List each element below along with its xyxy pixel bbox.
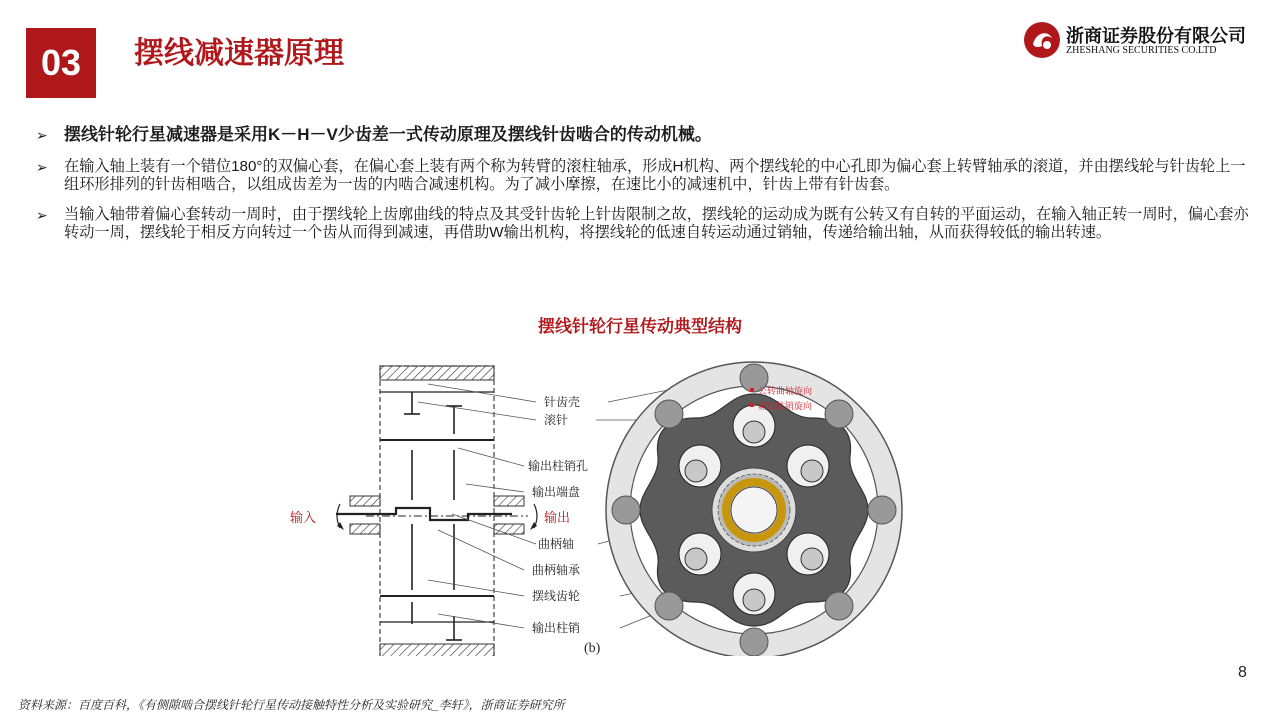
logo-chinese-name: 浙商证券股份有限公司 xyxy=(1066,26,1246,47)
figure-title: 摆线针轮行星传动典型结构 xyxy=(538,317,742,336)
cycloid-reducer-diagram xyxy=(278,344,938,656)
page-title: 摆线减速器原理 xyxy=(134,36,344,71)
bullet-item xyxy=(36,158,1252,194)
bullet-text: 在输入轴上装有一个错位180°的双偏心套，在偏心套上装有两个称为转臂的滚柱轴承，形成H机构、两个摆线轮的中心孔即为偏心套上转臂轴承的滚道，并由摆线轮与针齿轮上一组环形排列的针齿相啮合，以组成齿差为一齿的内啮合减速机构。为了减小摩擦，在速比小的减速机中，针齿上带有针齿套。 xyxy=(64,158,1246,193)
legend-item: 公转曲轴旋向 xyxy=(758,387,813,397)
part-label-cycloid-gear: 摆线齿轮 xyxy=(532,589,581,603)
source-note: 资料来源：百度百科，《有侧隙啮合摆线针轮行星传动接触特性分析及实验研究_李轩》，浙商证券研究所 xyxy=(18,698,565,712)
legend-item: 输出柱销旋向 xyxy=(758,402,813,412)
part-label-pin-housing: 针齿壳 xyxy=(544,395,581,409)
bullet-text: 摆线针轮行星减速器是采用K－H－V少齿差一式传动原理及摆线针齿啮合的传动机械。 xyxy=(64,125,712,144)
arrow-bullet-icon: ➢ xyxy=(36,207,48,223)
part-label-output-pin: 输出柱销 xyxy=(532,621,581,635)
bullet-list xyxy=(36,126,1252,254)
arrow-bullet-icon: ➢ xyxy=(36,159,48,175)
output-label: 输出 xyxy=(544,511,571,526)
arrow-bullet-icon: ➢ xyxy=(36,127,48,143)
figure-caption: (b) xyxy=(584,641,601,656)
structure-diagram-svg xyxy=(278,344,938,656)
part-label-needle-roller: 滚针 xyxy=(544,413,569,427)
logo-mark-icon xyxy=(1022,20,1062,60)
part-label-output-disc: 输出端盘 xyxy=(532,485,581,499)
logo-english-name: ZHESHANG SECURITIES CO.LTD xyxy=(1066,45,1217,56)
cross-section-view xyxy=(290,366,570,656)
section-number-badge: 03 xyxy=(26,28,96,98)
part-label-crank-bearing: 曲柄轴承 xyxy=(532,563,581,577)
bullet-item xyxy=(36,126,1252,144)
part-label-output-pin-hole: 输出柱销孔 xyxy=(528,459,589,473)
bullet-text: 当输入轴带着偏心套转动一周时，由于摆线轮上齿廓曲线的特点及其受针齿轮上针齿限制之故，摆线轮的运动成为既有公转又有自转的平面运动，在输入轴正转一周时，偏心套亦转动一周，摆线轮于相反方向转过一个齿从而得到减速，再借助W输出机构，将摆线轮的低速自转运动通过销轴，传递给输出轴，从而获得较低的输出转速。 xyxy=(64,206,1249,241)
input-label: 输入 xyxy=(290,511,317,526)
company-logo xyxy=(1022,20,1252,64)
page-number: 8 xyxy=(1238,664,1247,681)
front-view xyxy=(606,362,902,656)
part-label-crankshaft: 曲柄轴 xyxy=(538,537,575,551)
bullet-item xyxy=(36,206,1252,242)
